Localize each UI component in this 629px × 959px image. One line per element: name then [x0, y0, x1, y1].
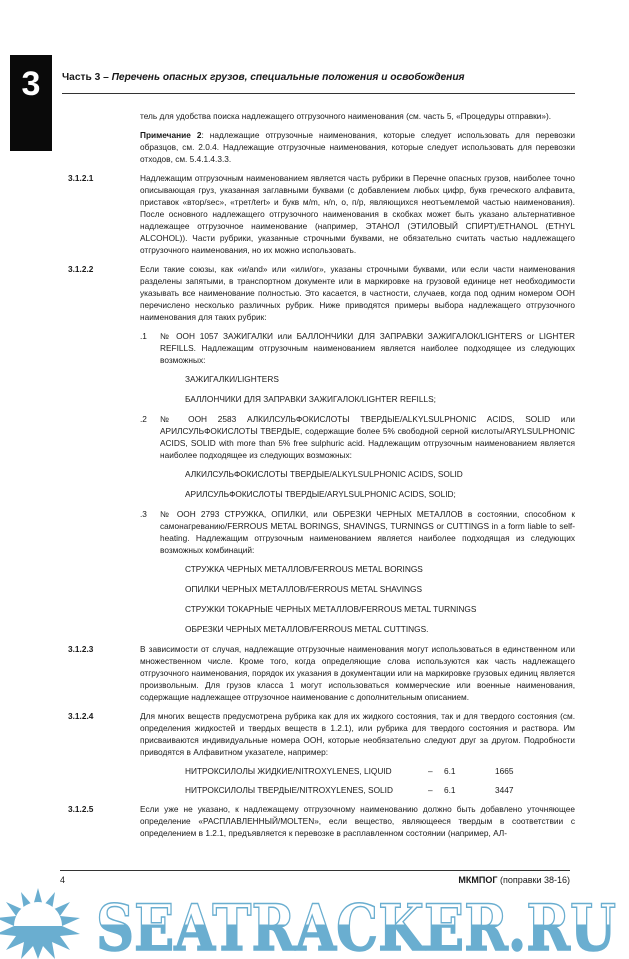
document-code: МКМПОГ (поправки 38-16): [458, 875, 570, 885]
page-header: Часть 3 – Перечень опасных грузов, специальные положения и освобождения: [62, 72, 465, 83]
example-text: № ООН 2583 АЛКИЛСУЛЬФОКИСЛОТЫ ТВЕРДЫЕ/ALKYLSULPHONIC ACIDS, SOLID или АРИЛСУЛЬФОКИСЛОТЫ ТВЕРДЫЕ, содержащие более 5% свободной серной кислоты/ARYLSULPHONIC ACIDS, SOLID with more than 5% free sulphuric acid. Надлежащим отгрузочным наименованием является наиболее подходящее из следующих возможных:: [160, 414, 575, 460]
section-text: Если уже не указано, к надлежащему отгрузочному наименованию должно быть добавлено уточняющее определение «РАСПЛАВЛЕННЫЙ/MOLTEN», если вещество, являющееся твердым в соответствии с определением в 1.2.1, предъявляется к перевозке в расплавленном состоянии (например, АЛ-: [140, 804, 575, 838]
substance-name: НИТРОКСИЛОЛЫ ЖИДКИЕ/NITROXYLENES, LIQUID: [185, 766, 392, 776]
dash: –: [428, 766, 433, 776]
note-2: Примечание 2: надлежащие отгрузочные наименования, которые следует использовать для перевозки образцов, см. 2.0.4. Надлежащие отгрузочные наименования, которые следует использовать для перевозки отходов, см. 5.4.1.4.3.3.: [140, 130, 575, 164]
example-entry: ОПИЛКИ ЧЕРНЫХ МЕТАЛЛОВ/FERROUS METAL SHAVINGS: [185, 584, 423, 594]
example: [140, 508, 575, 556]
watermark-text: SEATRACKER.RU: [96, 891, 616, 959]
example-entry: СТРУЖКИ ТОКАРНЫЕ ЧЕРНЫХ МЕТАЛЛОВ/FERROUS METAL TURNINGS: [185, 604, 477, 614]
section: [60, 710, 575, 758]
page-body: [60, 110, 575, 885]
un-number: 1665: [495, 766, 514, 776]
nitro-row: [185, 784, 575, 796]
un-number: 3447: [495, 785, 514, 795]
section-number: 3.1.2.3: [68, 644, 94, 654]
section-text: Для многих веществ предусмотрена рубрика как для их жидкого состояния, так и для твердого состояния (см. определения жидкостей и твердых веществ в 1.2.1), или рубрика для твердого состояния и раствора. Им присваиваются индивидуальные номера ООН, которые необязательно следуют друг за другом. Подробности приводятся в Алфавитном указателе, например:: [140, 711, 575, 757]
substance-name: НИТРОКСИЛОЛЫ ТВЕРДЫЕ/NITROXYLENES, SOLID: [185, 785, 393, 795]
example-text: № ООН 2793 СТРУЖКА, ОПИЛКИ, или ОБРЕЗКИ ЧЕРНЫХ МЕТАЛЛОВ в состоянии, способном к самонагреванию/FERROUS METAL BORINGS, SHAVINGS, TURNINGS or CUTTINGS in a form liable to self-heating. Надлежащим отгрузочным наименованием является наиболее подходящая из следующих возможных комбинаций:: [160, 509, 575, 555]
section-number: 3.1.2.1: [68, 173, 94, 183]
hazard-class: 6.1: [444, 766, 456, 776]
sun-icon: [0, 888, 80, 959]
section: [60, 263, 575, 323]
example-entry: ОБРЕЗКИ ЧЕРНЫХ МЕТАЛЛОВ/FERROUS METAL CUTTINGS.: [185, 624, 429, 634]
section-text: Надлежащим отгрузочным наименованием является часть рубрики в Перечне опасных грузов, наиболее точно описывающая груз, указанная заглавными буквами (с добавлением любых цифр, букв греческого алфавита, приставок «втор/sec», «трет/tert» и букв м/m, н/n, о, п/p, являющихся неотъемлемой частью наименования). После основного надлежащего отгрузочного наименования в скобках может быть указано альтернативное надлежащее отгрузочное наименование (например, ЭТАНОЛ (ЭТИЛОВЫЙ СПИРТ)/ETHANOL (ETHYL ALCOHOL)). Части рубрики, указанные строчными буквами, не обязательно считать частью надлежащего отгрузочного наименования, но их можно использовать.: [140, 173, 575, 255]
chapter-tab: 3: [10, 55, 52, 151]
section-text: В зависимости от случая, надлежащие отгрузочные наименования могут использоваться в единственном или множественном числе. Кроме того, когда определяющие слова используются как часть надлежащего отгрузочного наименования, порядок их указания в документации или на маркировке грузовых единиц является произвольным. Для грузов класса 1 могут использоваться коммерческие или военные наименования, содержащие надлежащее отгрузочное наименование с дополнительным описанием.: [140, 644, 575, 702]
continuation-text: тель для удобства поиска надлежащего отгрузочного наименования (см. часть 5, «Процедуры отправки»).: [140, 111, 552, 121]
footer-rule: [60, 870, 570, 871]
page-footer: [60, 862, 575, 885]
example-entry: ЗАЖИГАЛКИ/LIGHTERS: [185, 374, 279, 384]
example-text: № ООН 1057 ЗАЖИГАЛКИ или БАЛЛОНЧИКИ ДЛЯ ЗАПРАВКИ ЗАЖИГАЛОК/LIGHTERS or LIGHTER REFILLS. Надлежащим отгрузочным наименованием является наиболее подходящее из следующих возможных:: [160, 331, 575, 365]
hazard-class: 6.1: [444, 785, 456, 795]
section-number: 3.1.2.2: [68, 264, 94, 274]
example-number: .3: [140, 509, 147, 519]
header-rule: [62, 93, 575, 94]
example: [140, 413, 575, 461]
nitro-row: [185, 765, 575, 777]
page-number: 4: [60, 875, 66, 885]
continuation-paragraph: [60, 110, 575, 122]
section-text: Если такие союзы, как «и/and» или «или/or», указаны строчными буквами, или если части наименования разделены запятыми, в транспортном документе или в маркировке на грузовой единице нет необходимости указывать все наименование полностью. Это касается, в частности, случаев, когда под одним номером ООН перечислено несколько различных рубрик. Ниже приводятся примеры выбора надлежащего отгрузочного наименования для таких рубрик:: [140, 264, 575, 322]
example-entry: АЛКИЛСУЛЬФОКИСЛОТЫ ТВЕРДЫЕ/ALKYLSULPHONIC ACIDS, SOLID: [185, 469, 463, 479]
example-entry: АРИЛСУЛЬФОКИСЛОТЫ ТВЕРДЫЕ/ARYLSULPHONIC ACIDS, SOLID;: [185, 489, 456, 499]
section: [60, 643, 575, 703]
example-entry: СТРУЖКА ЧЕРНЫХ МЕТАЛЛОВ/FERROUS METAL BORINGS: [185, 564, 423, 574]
example: [140, 330, 575, 366]
example-number: .1: [140, 331, 147, 341]
section-number: 3.1.2.5: [68, 804, 94, 814]
example-entry: БАЛЛОНЧИКИ ДЛЯ ЗАПРАВКИ ЗАЖИГАЛОК/LIGHTER REFILLS;: [185, 394, 436, 404]
dash: –: [428, 785, 433, 795]
section: [60, 172, 575, 256]
watermark-logo: [0, 888, 629, 959]
example-number: .2: [140, 414, 147, 424]
section-number: 3.1.2.4: [68, 711, 94, 721]
section: [60, 803, 575, 839]
